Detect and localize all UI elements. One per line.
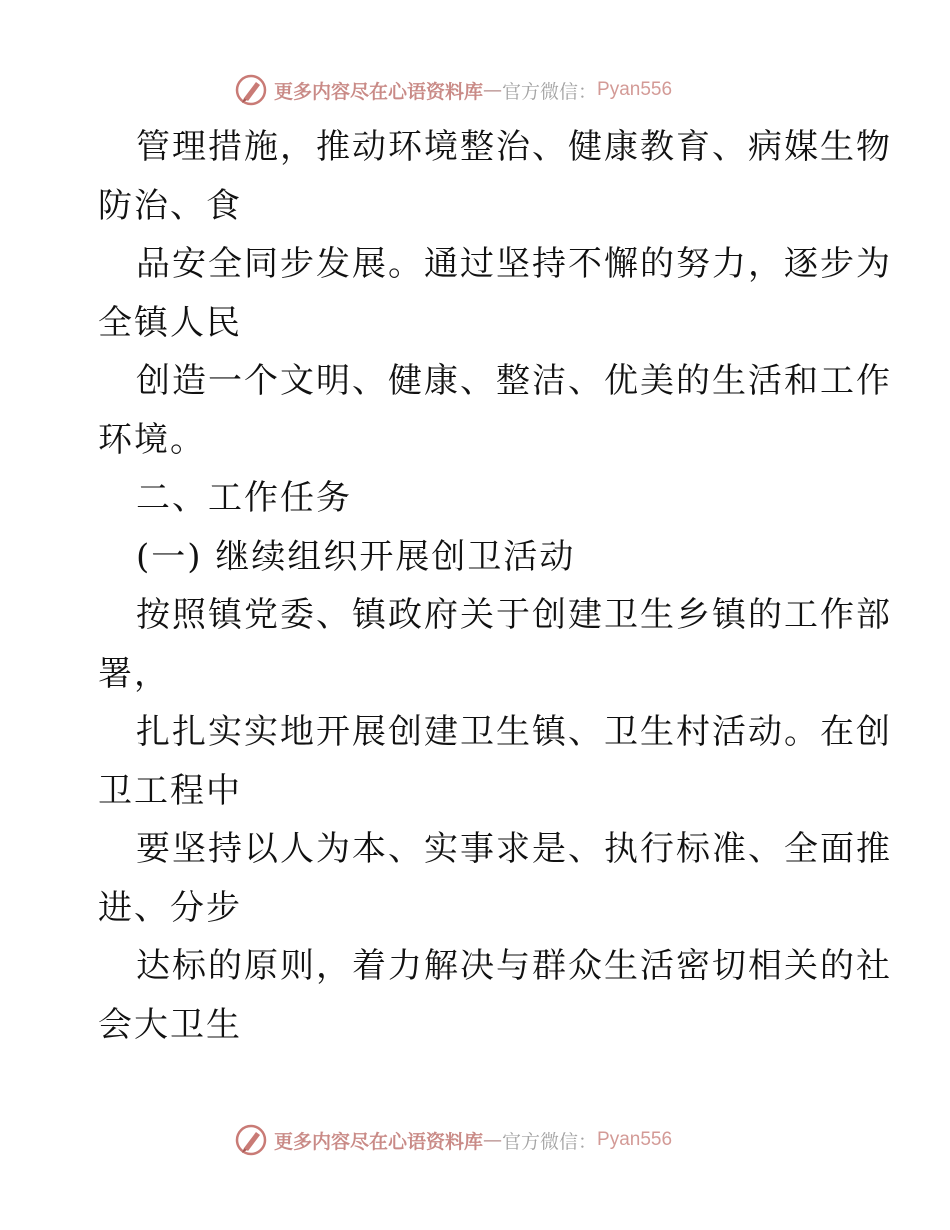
text-line: 创造一个文明、健康、整洁、优美的生活和工作: [136, 361, 892, 401]
text-line: 品安全同步发展。通过坚持不懈的努力，逐步为: [136, 244, 892, 284]
watermark-dash: —: [483, 1129, 503, 1151]
text-line: 按照镇党委、镇政府关于创建卫生乡镇的工作部: [136, 595, 892, 635]
document-body: [98, 118, 892, 1054]
text-line: 管理措施，推动环境整治、健康教育、病媒生物: [136, 127, 892, 167]
text-line: 达标的原则，着力解决与群众生活密切相关的社: [136, 946, 892, 986]
pen-logo-icon: [234, 73, 268, 107]
pen-logo-icon: [234, 1123, 268, 1157]
text-line: 扎扎实实地开展创建卫生镇、卫生村活动。在创: [136, 712, 892, 752]
subsection-heading: (一) 继续组织开展创卫活动: [136, 536, 576, 577]
watermark-wechat-label: 官方微信：: [502, 80, 598, 103]
text-line: 要坚持以人为本、实事求是、执行标准、全面推: [136, 829, 892, 869]
text-line: 全镇人民: [98, 302, 242, 343]
watermark-wechat-id: Pyan556: [597, 1129, 673, 1150]
text-line: 署，: [98, 653, 170, 694]
watermark-dash: —: [483, 79, 503, 101]
watermark-header: [234, 72, 672, 108]
section-heading: 二、工作任务: [136, 478, 352, 518]
watermark-main-text: 更多内容尽在心语资料库: [274, 80, 484, 103]
text-line: 进、分步: [98, 887, 242, 928]
watermark-wechat-label: 官方微信：: [502, 1130, 598, 1153]
watermark-footer: [234, 1122, 672, 1158]
watermark-wechat-id: Pyan556: [597, 79, 673, 100]
watermark-main-text: 更多内容尽在心语资料库: [274, 1130, 484, 1153]
text-line: 会大卫生: [98, 1004, 242, 1045]
text-line: 卫工程中: [98, 770, 242, 811]
text-line: 环境。: [98, 419, 206, 460]
text-line: 防治、食: [98, 185, 242, 226]
